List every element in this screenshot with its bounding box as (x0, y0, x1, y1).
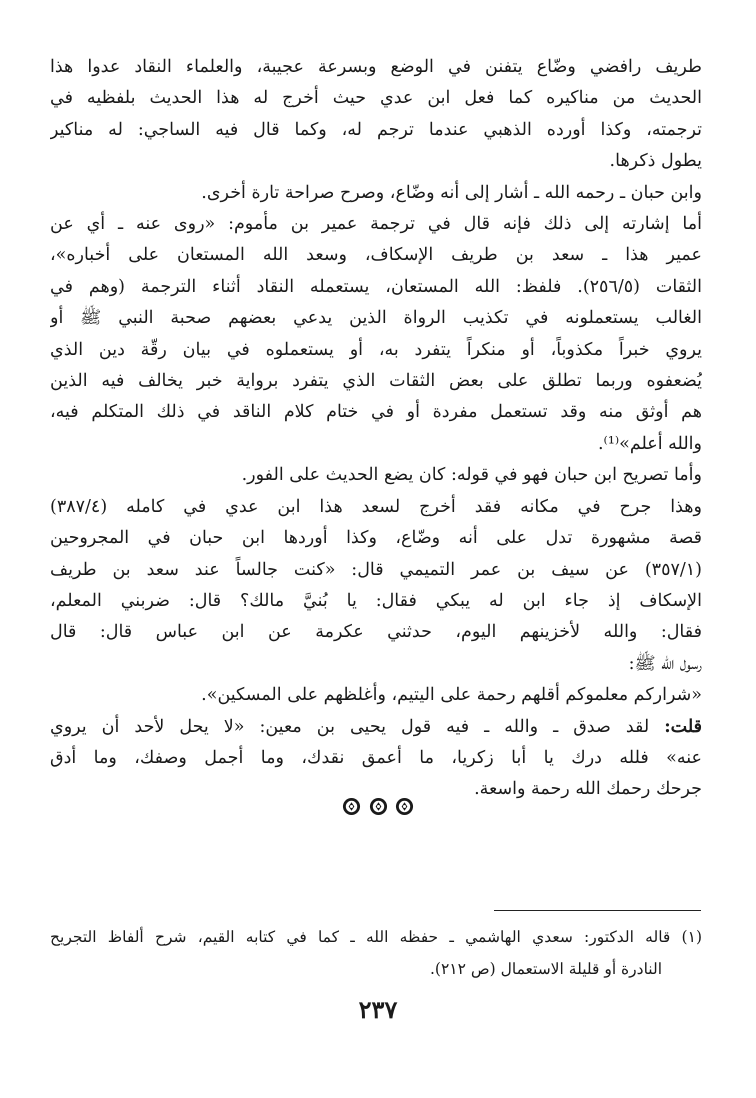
text-line: رسول الله ﷺ: (628, 653, 702, 674)
text-line: قصة مشهورة تدل على أنه وضّاع، وكذا أوردها ابن حبان في المجروحين (50, 528, 702, 549)
ornament-icon (342, 797, 361, 816)
text-line: «شراركم معلموكم أقلهم رحمة على اليتيم، وأغلظهم على المسكين». (201, 685, 702, 706)
text-line: يُضعفوه وربما تطلق على بعض الثقات الذي يتفرد برواية خبر يخالف فيه الذين (50, 371, 702, 392)
text-line: عنه» فلله درك يا أبا زكريا، ما أعمق نقدك، وما أجمل وصفك، وما أدق (50, 747, 702, 768)
footnote-line: (١) قاله الدكتور: سعدي الهاشمي ـ حفظه الله ـ كما في كتابه القيم، شرح ألفاظ التجريح (50, 928, 702, 946)
footnote (50, 921, 702, 985)
text-line: الحديث من مناكيره كما فعل ابن عدي حيث أخرج له هذا الحديث بلفظيه في (50, 88, 702, 109)
footnote-separator (494, 910, 701, 911)
page-number: ٢٣٧ (358, 995, 398, 1024)
text-line-qultu: قلت: لقد صدق ـ والله ـ فيه قول يحيى بن معين: «لا يحل لأحد أن يروي (50, 716, 702, 737)
text-line: يطول ذكرها. (609, 151, 702, 172)
text-line: الإسكاف إذ جاء ابن له يبكي فقال: يا بُنيَّ مالك؟ قال: ضربني المعلم، (50, 590, 702, 611)
section-divider (0, 796, 756, 816)
ornament-icon (395, 797, 414, 816)
text-line: والله أعلم»⁽¹⁾. (597, 433, 702, 454)
text-line: وابن حبان ـ رحمه الله ـ أشار إلى أنه وضّاع، وصرح صراحة تارة أخرى. (201, 182, 702, 203)
text-line: الغالب يستعملونه في تكذيب الرواة الذين يدعي بعضهم صحبة النبي ﷺ أو (50, 308, 702, 329)
ornament-icon (369, 797, 388, 816)
text-line: وهذا جرح في مكانه فقد أخرج لسعد هذا ابن عدي في كامله (٣٨٧/٤) (50, 496, 702, 517)
text-line: طريف رافضي وضّاع يتفنن في الوضع وبسرعة عجيبة، والعلماء النقاد عدوا هذا (50, 57, 702, 77)
text-line: الثقات (٢٥٦/٥). فلفظ: الله المستعان، يستعمله النقاد أثناء الترجمة (وهم في (50, 276, 702, 297)
text-line: (٣٥٧/١) عن سيف بن عمر التميمي قال: «كنت جالساً عند سعد بن طريف (50, 559, 702, 580)
text-line: ترجمته، وكذا أورده الذهبي عندما ترجم له، وكما قال فيه الساجي: له مناكير (50, 119, 702, 140)
text-line: أما إشارته إلى ذلك فإنه قال في ترجمة عمير بن مأموم: «روى عنه ـ أي عن (50, 214, 702, 235)
text-line: يروي خبراً مكذوباً، أو منكراً يتفرد به، أو يستعملوه في بيان رقّة دين الذي (50, 339, 702, 360)
footnote-line: النادرة أو قليلة الاستعمال (ص ٢١٢). (429, 960, 662, 978)
text-line: عمير هذا ـ سعد بن طريف الإسكاف، وسعد الله المستعان على أخباره»، (50, 245, 702, 266)
qultu-label: قلت: (664, 716, 702, 737)
main-text (50, 52, 702, 806)
text-line: وأما تصريح ابن حبان فهو في قوله: كان يضع الحديث على الفور. (241, 465, 702, 486)
text-line: هم أوثق منه وقد تستعمل مفردة أو في ختام كلام الناقد في ذلك المتكلم فيه، (50, 402, 702, 423)
text-line: فقال: والله لأخزينهم اليوم، حدثني عكرمة عن ابن عباس قال: قال (50, 622, 702, 643)
text-line: جرحك رحمك الله رحمة واسعة. (474, 779, 702, 800)
